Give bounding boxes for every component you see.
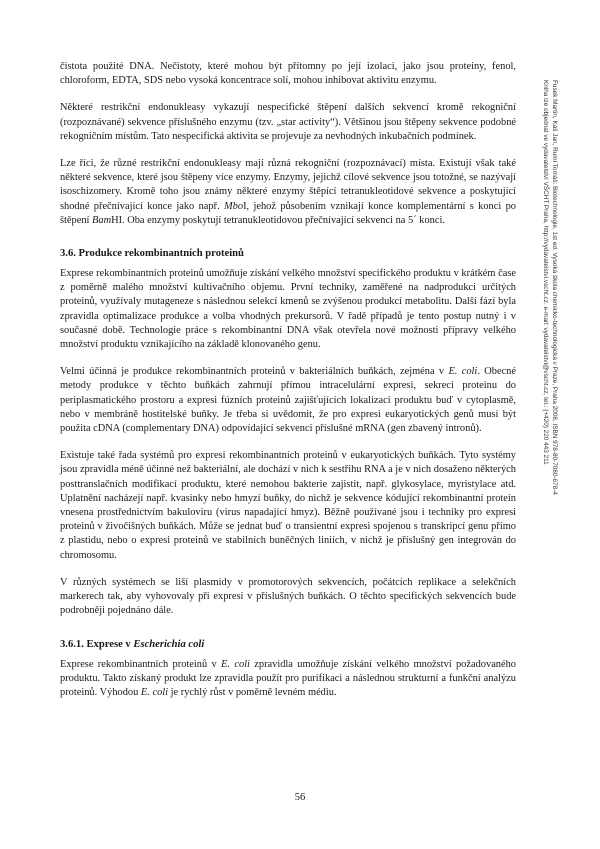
order-info-line: Kniha lze objednat ve vydavatelství VŠCHT Praha, http://vydavatelstvi.vscht.cz, e-mail: vydavatelstvi@vscht.cz, tel.: (+420) 220 443 211 (542, 80, 549, 465)
paragraph-star-activity: Některé restrikční endonukleasy vykazují nespecifické štěpení dalších sekvencí kromě rekogniční (rozpoznávané) sekvence příslušného enzymu (tzv. „star activity“). Většinou jsou štěpeny sekvence podobné rekogničním místům. Tato nespecifická aktivita se projevuje za nevhodných inkubačních podmínek. (60, 102, 516, 142)
paragraph-dna-purity: čistota použité DNA. Nečistoty, které mohou být přítomny po její izolaci, jako jsou proteiny, fenol, chloroform, EDTA, SDS nebo vysoká koncentrace solí, mohou inhibovat aktivitu enzymu. (60, 61, 516, 87)
enzyme-name-mbo: Mbo (224, 200, 244, 212)
citation-line: Fusek Martin, Káš Jan, Ruml Tomáš: Biotechnologie, 1st ed. Vysoká škola chemicko-technologická v Praze, Praha 2008, ISBN 978-80-7080-678-4 (551, 80, 558, 495)
text-run: Velmi účinná je produkce rekombinantních proteinů v bakteriálních buňkách, zejména v (60, 366, 449, 378)
organism-name: E. coli (448, 366, 478, 378)
organism-name: E. coli (221, 658, 250, 670)
text-run: Exprese rekombinantních proteinů v (60, 658, 222, 670)
section-heading-3-6: 3.6. Produkce rekombinantních proteinů (60, 248, 244, 260)
heading-organism: Escherichia coli (133, 638, 205, 650)
text-run: . Obecné metody produkce v těchto buňkách zahrnují přímou intracelulární expresi, sekreci proteinu do periplasmatického prostoru a expresi fúzních proteinů zajišťujících lokalizaci produktu buď v cytoplasmě, nebo v membráně hostitelské buňky. Je třeba si uvědomit, že pro expresi eukaryotických genů musí být použita cDNA (complementary DNA) odpovídající sekvenci příslušné mRNA (gen zbavený intronů). (60, 366, 516, 435)
text-run: Lze říci, že různé restrikční endonukleasy mají různá rekogniční (rozpoznávací) místa. Existují však také některé sekvence, které jsou štěpeny více enzymy. Enzymy, jejichž cílové sekvence jsou totožné, se nazývají isoschizomery. Kromě toho jsou známy některé enzymy štěpící tetranukleotidové sekvence a poskytující shodné přečnívající konce jako např. (60, 158, 516, 212)
page-number: 56 (294, 792, 306, 803)
enzyme-name-bam: Bam (92, 214, 112, 226)
paragraph-bacterial-expression (60, 365, 516, 436)
organism-name: E. coli (140, 686, 169, 698)
text-run: I, jehož působením vznikají konce komplementární s konci po štěpení (60, 200, 516, 226)
heading-text: 3.6.1. Exprese v (60, 638, 134, 650)
text-run: je rychlý růst v poměrně levném médiu. (168, 686, 337, 698)
text-run: zpravidla umožňuje získání velkého množství požadovaného produktu. Takto získaný produkt lze zpravidla použít pro purifikaci a následnou strukturní a funkční analýzu proteinů. Výhodou (60, 658, 516, 698)
paragraph-eukaryotic-expression: Existuje také řada systémů pro expresi rekombinantních proteinů v eukaryotických buňkách. Tyto systémy jsou zpravidla méně účinné než bakteriální, ale dochází v nich k sestřihu RNA a je v nich dosaženo některých posttranslačních modifikací produktu, které nemohou bakterie zajistit, např. glykosylace, myristylace atd. Uplatnění nacházejí např. kvasinky nebo hmyzí buňky, do nichž je sekvence kódující rekombinantní protein vnesena prostřednictvím bakuloviru (virus napadající hmyz). Běžně používané jsou i techniky pro expresi proteinů v živočišných buňkách. Může se jednat buď o transientní expresi spojenou s transkripcí genu přímo z plastidu, nebo o expresi proteinů ve stabilních buněčných liniích, v nichž je příslušný gen integrován do chromosomu. (60, 450, 516, 561)
paragraph-isoschizomers (60, 157, 516, 228)
side-citation-note (541, 80, 559, 580)
text-run: HI. Oba enzymy poskytují tetranukleotidovou přečnívající sekvenci na 5´ konci. (111, 214, 445, 226)
paragraph-plasmids: V různých systémech se liší plasmidy v promotorových sekvencích, počátcích replikace a selekčních markerech tak, aby vyhovovaly při expresi v příslušných buňkách. O těchto specifických sekvencích bude podrobněji pojednáno dále. (60, 576, 516, 617)
paragraph-recombinant-intro: Exprese rekombinantních proteinů umožňuje získání velkého množství specifického produktu v krátkém čase z poměrně malého množství kultivačního objemu. První techniky, zaměřené na nadprodukci určitých proteinů, využívaly mutageneze s následnou selekcí kmenů se zvýšenou produkcí metabolitu. Další fází byla zpravidla optimalizace produkce a volba vhodných prekursorů. V řadě případů je tento postup nutný i v současné době. Technologie práce s rekombinantní DNA však otevřela nové možnosti přípravy velkého množství produktu vznikajícího na základě klonovaného genu. (60, 268, 516, 351)
section-heading-3-6-1 (60, 638, 516, 652)
page-body (60, 60, 516, 700)
paragraph-ecoli-expression (60, 658, 516, 701)
